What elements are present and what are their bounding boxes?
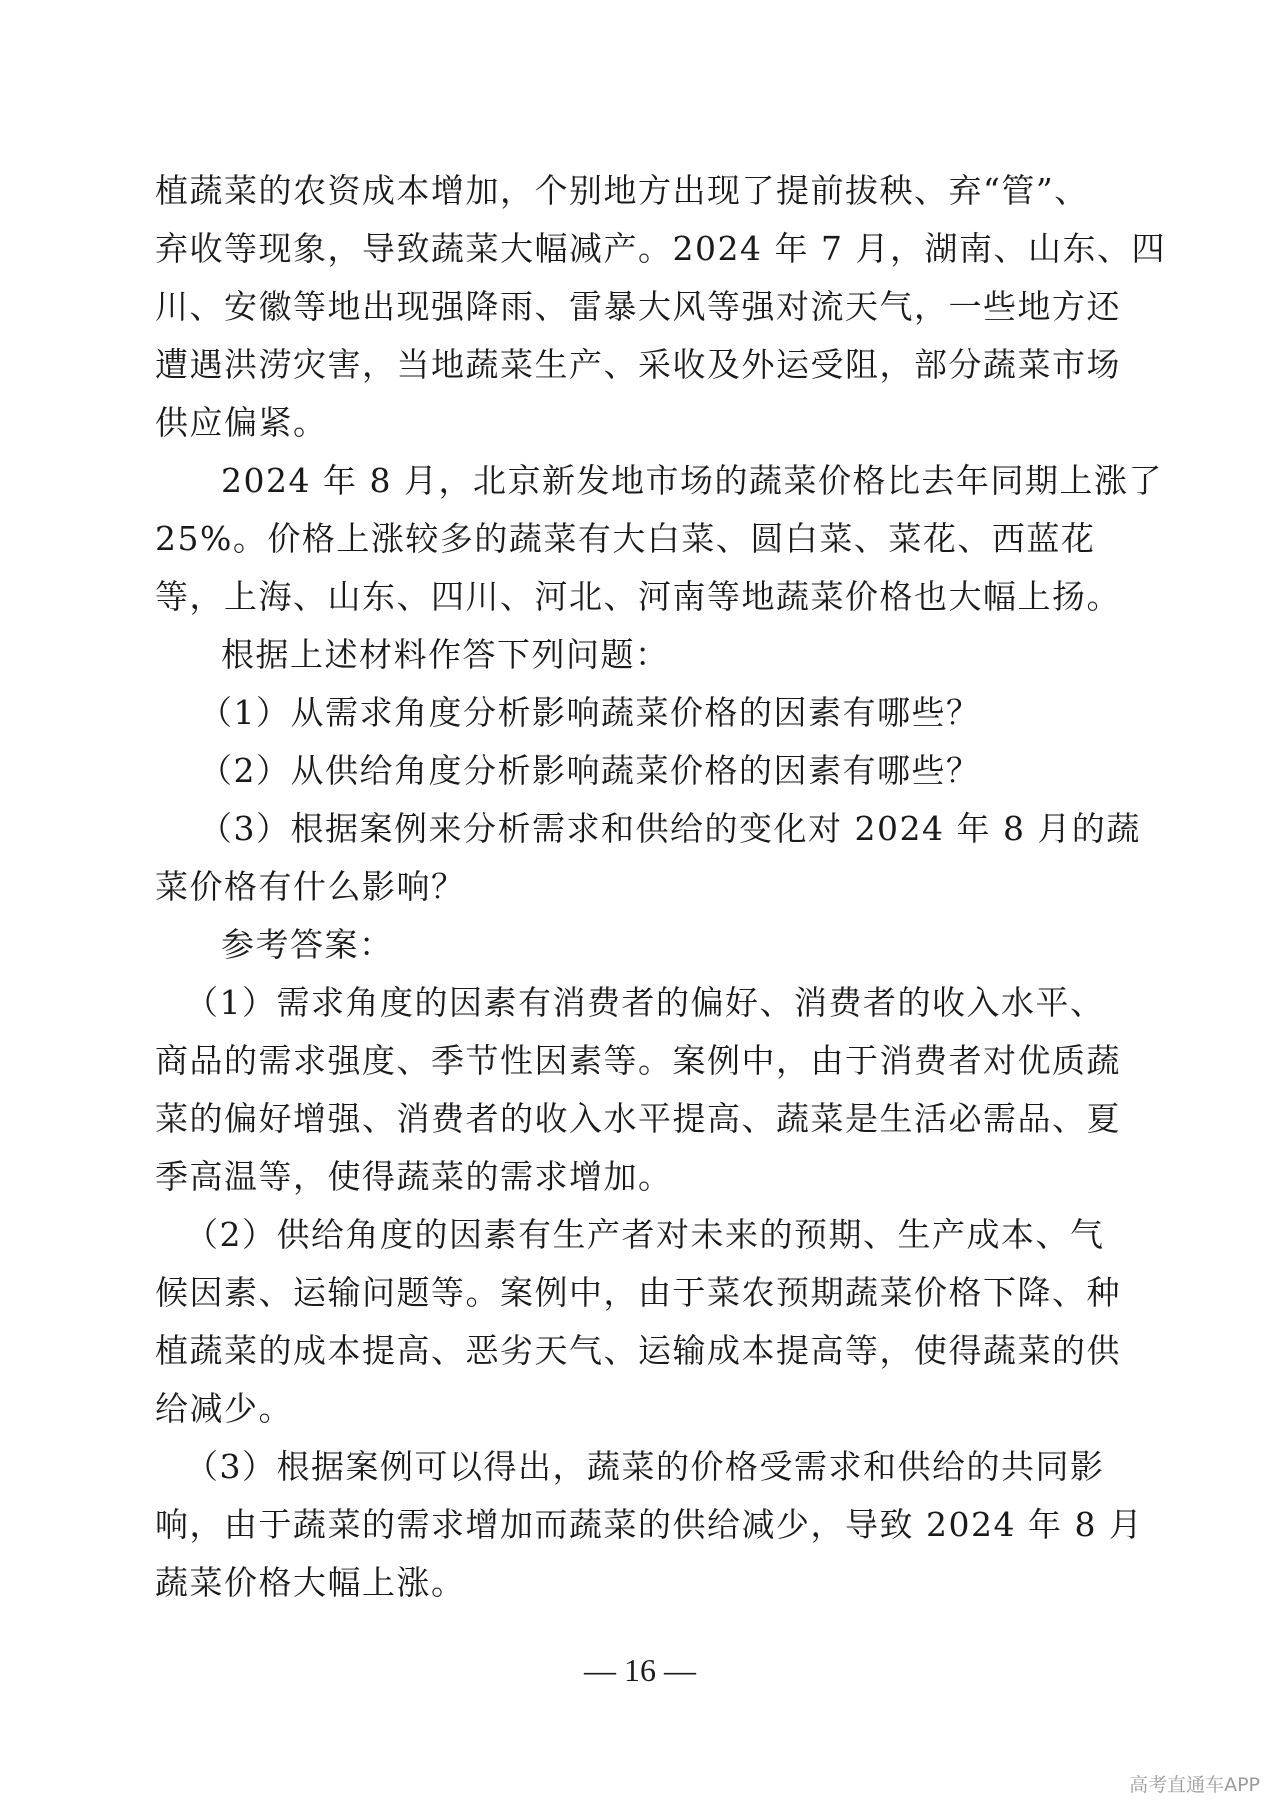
answer-2-start: （2）供给角度的因素有生产者对未来的预期、生产成本、气	[185, 1215, 1105, 1254]
paragraph-start: 2024 年 8 月，北京新发地市场的蔬菜价格比去年同期上涨了	[221, 461, 1163, 500]
text-line: 给减少。	[155, 1389, 293, 1428]
answer-heading: 参考答案：	[221, 925, 394, 964]
text-line: 商品的需求强度、季节性因素等。案例中，由于消费者对优质蔬	[155, 1041, 1121, 1080]
text-line: 供应偏紧。	[155, 403, 328, 442]
question-intro: 根据上述材料作答下列问题：	[221, 635, 670, 674]
question-1: （1）从需求角度分析影响蔬菜价格的因素有哪些？	[199, 693, 981, 732]
text-line: 等，上海、山东、四川、河北、河南等地蔬菜价格也大幅上扬。	[155, 577, 1121, 616]
question-2: （2）从供给角度分析影响蔬菜价格的因素有哪些？	[199, 751, 981, 790]
watermark: 高考直通车APP	[1129, 1774, 1260, 1796]
text-line: 弃收等现象，导致蔬菜大幅减产。2024 年 7 月，湖南、山东、四	[155, 229, 1166, 268]
text-line: 季高温等，使得蔬菜的需求增加。	[155, 1157, 673, 1196]
answer-3-start: （3）根据案例可以得出，蔬菜的价格受需求和供给的共同影	[185, 1447, 1105, 1486]
text-line: 25%。价格上涨较多的蔬菜有大白菜、圆白菜、菜花、西蓝花	[155, 519, 1096, 558]
text-line: 遭遇洪涝灾害，当地蔬菜生产、采收及外运受阻，部分蔬菜市场	[155, 345, 1121, 384]
text-line: 候因素、运输问题等。案例中，由于菜农预期蔬菜价格下降、种	[155, 1273, 1121, 1312]
text-line: 菜价格有什么影响？	[155, 867, 466, 906]
text-line: 植蔬菜的农资成本增加，个别地方出现了提前拔秧、弃“管”、	[155, 171, 1089, 210]
text-line: 植蔬菜的成本提高、恶劣天气、运输成本提高等，使得蔬菜的供	[155, 1331, 1121, 1370]
question-3: （3）根据案例来分析需求和供给的变化对 2024 年 8 月的蔬	[199, 809, 1141, 848]
text-line: 川、安徽等地出现强降雨、雷暴大风等强对流天气，一些地方还	[155, 287, 1121, 326]
text-line: 蔬菜价格大幅上涨。	[155, 1563, 466, 1602]
text-line: 响，由于蔬菜的需求增加而蔬菜的供给减少，导致 2024 年 8 月	[155, 1505, 1144, 1544]
text-line: 菜的偏好增强、消费者的收入水平提高、蔬菜是生活必需品、夏	[155, 1099, 1121, 1138]
answer-1-start: （1）需求角度的因素有消费者的偏好、消费者的收入水平、	[185, 983, 1105, 1022]
page-number: — 16 —	[584, 1652, 696, 1688]
